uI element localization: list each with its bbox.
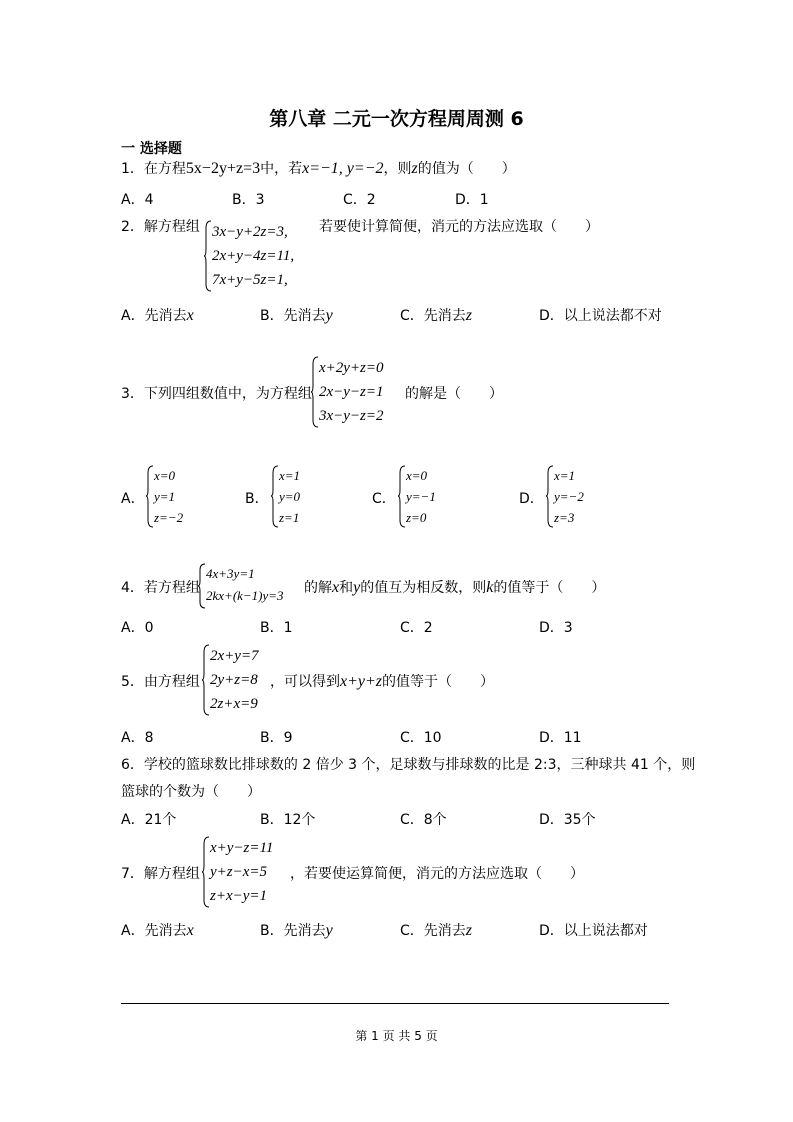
q6-line-1: 6．学校的篮球数比排球数的 2 倍少 3 个，足球数与排球数的比是 2:3，三种球共 41 个，则 [121,757,696,773]
q6-line-2: 篮球的个数为（ ） [121,784,261,800]
q3-option-a-system [145,465,205,528]
q5-mid: ，可以得到 [270,674,340,690]
q4-var-y: y [353,579,361,596]
q4-mid3: 的值互为相反数，则 [360,580,487,596]
q4-option-a[interactable]: A．0 [121,620,154,636]
q1-var: z [411,160,418,177]
q4-prefix: 4．若方程组 [121,580,200,596]
q7-b-var: y [325,922,333,939]
brace-icon [145,465,154,528]
q3-c-eq-3: z=0 [406,510,427,525]
q2-c-label: C．先消去 [400,308,466,324]
brace-icon [201,836,210,908]
q3-c-eq-1: x=0 [406,468,428,483]
q4-tail [304,577,605,597]
q5-option-b[interactable]: B．9 [260,730,293,746]
q2-c-var: z [465,307,473,324]
q2-eq-3: 7x+y−5z=1, [212,272,288,288]
q3-a-eq-1: x=0 [154,468,176,483]
brace-icon [203,220,212,292]
q2-a-label: A．先消去 [121,308,187,324]
footer-divider [121,1003,669,1004]
q3-eq-3: 3x−y−z=2 [319,408,384,424]
q3-option-b-system [270,465,330,528]
q2-system [203,220,323,292]
q1-equation: 5x−2y+z=3 [185,160,261,177]
q7-option-a[interactable] [121,920,194,940]
brace-icon [545,465,554,528]
q3-a-eq-2: y=1 [154,489,176,504]
q7-option-b[interactable] [260,920,333,940]
q3-d-eq-3: z=3 [554,510,575,525]
q4-suffix: 的值等于（ ） [493,580,606,596]
q2-suffix: 若要使计算简便，消元的方法应选取（ ） [319,219,599,235]
q7-option-c[interactable] [400,920,472,940]
q2-b-var: y [325,307,333,324]
q3-c-eq-2: y=−1 [406,489,436,504]
q2-b-label: B．先消去 [260,308,326,324]
brace-icon [397,465,406,528]
q1-option-a[interactable]: A．4 [121,192,154,208]
q5-expr: x+y+z [340,673,383,690]
q7-d-label: D．以上说法都对 [539,923,648,939]
q3-prefix: 3．下列四组数值中，为方程组 [121,386,312,402]
q2-eq-1: 3x−y+2z=3, [212,224,288,240]
q4-var-k: k [486,579,494,596]
q2-option-c[interactable] [400,305,472,325]
q3-b-eq-3: z=1 [279,510,300,525]
q5-option-a[interactable]: A．8 [121,730,154,746]
q3-eq-1: x+2y+z=0 [319,360,384,376]
q7-c-label: C．先消去 [400,923,466,939]
q3-eq-2: 2x−y−z=1 [319,384,384,400]
q5-option-c[interactable]: C．10 [400,730,442,746]
q2-a-var: x [186,307,194,324]
q7-a-var: x [186,922,194,939]
q3-d-eq-1: x=1 [554,468,576,483]
q3-d-label[interactable]: D． [519,491,544,507]
q4-mid2: 和 [339,580,354,596]
q1-option-d[interactable]: D．1 [455,192,489,208]
q5-option-d[interactable]: D．11 [539,730,582,746]
brace-icon [197,563,206,609]
q3-option-d-system [545,465,605,528]
q1-suffix: ，则 [383,161,412,177]
q2-eq-2: 2x+y−4z=11, [212,248,295,264]
brace-icon [201,644,210,716]
q6-option-b[interactable]: B．12个 [260,812,316,828]
q7-b-label: B．先消去 [260,923,326,939]
q1-mid: 中，若 [260,161,303,177]
q7-eq-1: x+y−z=11 [210,840,274,856]
q5-suffix: 的值等于（ ） [382,674,495,690]
q7-eq-3: z+x−y=1 [210,888,268,904]
q4-system [197,563,307,609]
q4-var-x: x [332,579,340,596]
q5-eq-2: 2y+z=8 [210,672,258,688]
q6-option-c[interactable]: C．8个 [400,812,447,828]
page-title: 第八章 二元一次方程周周测 6 [269,108,524,130]
q3-a-label[interactable]: A． [121,491,145,507]
q2-option-d[interactable] [539,305,662,325]
q5-eq-1: 2x+y=7 [210,648,259,664]
q7-eq-2: y+z−x=5 [210,864,268,880]
q3-suffix: 的解是（ ） [405,386,503,402]
brace-icon [310,356,319,428]
section-heading: 一 选择题 [121,141,182,157]
q7-suffix: ，若要使运算简便，消元的方法应选取（ ） [290,866,584,882]
q4-option-b[interactable]: B．1 [260,620,293,636]
q2-d-label: D．以上说法都不对 [539,308,662,324]
q1-option-c[interactable]: C．2 [343,192,376,208]
q5-eq-3: 2z+x=9 [210,696,258,712]
q3-b-label[interactable]: B． [245,491,269,507]
q5-tail [270,671,494,691]
q4-mid1: 的解 [304,580,332,596]
q1-option-b[interactable]: B．3 [232,192,265,208]
q4-eq-1: 4x+3y=1 [206,566,255,581]
q3-option-c-system [397,465,457,528]
q3-d-eq-2: y=−2 [554,489,584,504]
q7-a-label: A．先消去 [121,923,187,939]
q4-option-d[interactable]: D．3 [539,620,573,636]
q5-prefix: 5．由方程组 [121,674,200,690]
q4-eq-2: 2kx+(k−1)y=3 [206,588,284,603]
q3-b-eq-1: x=1 [279,468,301,483]
brace-icon [270,465,279,528]
q6-option-a[interactable]: A．21个 [121,812,177,828]
q3-system [310,356,410,428]
question-1 [121,158,516,178]
q6-option-d[interactable]: D．35个 [539,812,596,828]
q3-b-eq-2: y=0 [279,489,301,504]
q7-option-d[interactable] [539,920,648,940]
q3-c-label[interactable]: C． [372,491,396,507]
q1-condition: x=−1, y=−2 [302,160,384,177]
q7-prefix: 7．解方程组 [121,866,200,882]
q4-option-c[interactable]: C．2 [400,620,433,636]
page-footer: 第 1 页 共 5 页 [355,1029,438,1043]
q3-a-eq-3: z=−2 [154,510,184,525]
q7-c-var: z [465,922,473,939]
q2-option-a[interactable] [121,305,194,325]
q2-prefix: 2．解方程组 [121,219,200,235]
q1-prefix: 1．在方程 [121,161,186,177]
q2-option-b[interactable] [260,305,333,325]
q1-end: 的值为（ ） [417,161,516,177]
